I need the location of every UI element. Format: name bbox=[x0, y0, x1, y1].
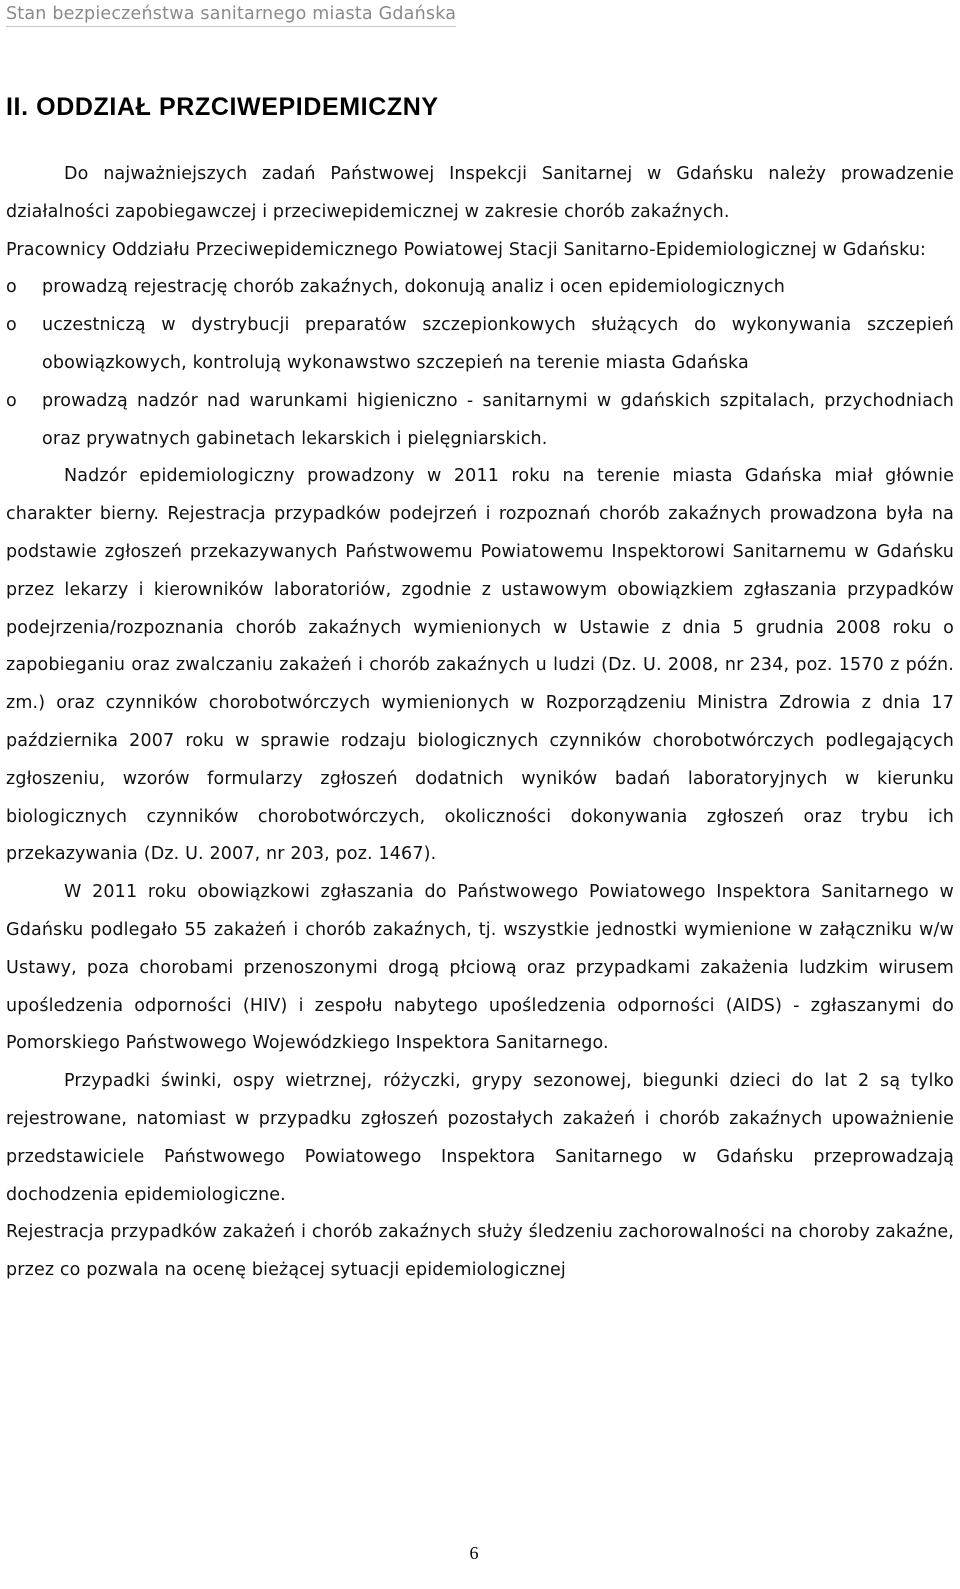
page-number: 6 bbox=[469, 1543, 479, 1563]
list-item-text: uczestniczą w dystrybucji preparatów szczepionkowych służących do wykonywania szczepień obowiązkowych, kontrolują wykonawstwo szczepień na terenie miasta Gdańska bbox=[42, 315, 954, 373]
list-item bbox=[6, 307, 954, 383]
bullet-marker: o bbox=[6, 390, 17, 411]
paragraph-staff-intro: Pracownicy Oddziału Przeciwepidemicznego Powiatowej Stacji Sanitarno-Epidemiologicznej w Gdańsku: bbox=[6, 239, 927, 260]
list-item-text: prowadzą rejestrację chorób zakaźnych, dokonują analiz i ocen epidemiologicznych bbox=[42, 277, 785, 298]
paragraph-surveillance: Nadzór epidemiologiczny prowadzony w 2011 roku na terenie miasta Gdańska miał głównie charakter bierny. Rejestracja przypadków podejrzeń i rozpoznań chorób zakaźnych prowadzona była na podstawie zgłoszeń przekazywanych Państwowemu Powiatowemu Inspektorowi Sanitarnemu w Gdańsku przez lekarzy i kierowników laboratoriów, zgodnie z ustawowym obowiązkiem zgłaszania przypadków podejrzenia/rozpoznania chorób zakaźnych wymienionych w Ustawie z dnia 5 grudnia 2008 roku o zapobieganiu oraz zwalczaniu zakażeń i chorób zakaźnych u ludzi (Dz. U. 2008, nr 234, poz. 1570 z późn. zm.) oraz czynników chorobotwórczych wymienionych w Rozporządzeniu Ministra Zdrowia z dnia 17 października 2007 roku w sprawie rodzaju biologicznych czynników chorobotwórczych podlegających zgłoszeniu, wzorów formularzy zgłoszeń dodatnich wyników badań laboratoryjnych w kierunku biologicznych czynników chorobotwórczych, okoliczności dokonywania zgłoszeń oraz trybu ich przekazywania (Dz. U. 2007, nr 203, poz. 1467). bbox=[6, 466, 954, 865]
bullet-marker: o bbox=[6, 277, 17, 298]
list-item bbox=[6, 383, 954, 459]
paragraph-reporting-2011: W 2011 roku obowiązkowi zgłaszania do Państwowego Powiatowego Inspektora Sanitarnego w Gdańsku podlegało 55 zakażeń i chorób zakaźnych, tj. wszystkie jednostki wymienione w załączniku w/w Ustawy, poza chorobami przenoszonymi drogą płciową oraz przypadkami zakażenia ludzkim wirusem upośledzenia odporności (HIV) i zespołu nabytego upośledzenia odporności (AIDS) - zgłaszanymi do Pomorskiego Państwowego Wojewódzkiego Inspektora Sanitarnego. bbox=[6, 882, 954, 1054]
bullet-marker: o bbox=[6, 315, 17, 336]
section-title: II. ODDZIAŁ PRZCIWEPIDEMICZNY bbox=[6, 93, 439, 121]
duties-list bbox=[6, 269, 954, 458]
paragraph-intro: Do najważniejszych zadań Państwowej Inspekcji Sanitarnej w Gdańsku należy prowadzenie działalności zapobiegawczej i przeciwepidemicznej w zakresie chorób zakaźnych. bbox=[6, 164, 954, 222]
paragraph-registration-only: Przypadki świnki, ospy wietrznej, różyczki, grypy sezonowej, biegunki dzieci do lat 2 są tylko rejestrowane, natomiast w przypadku zgłoszeń pozostałych zakażeń i chorób zakaźnych upoważnienie przedstawiciele Państwowego Powiatowego Inspektora Sanitarnego w Gdańsku przeprowadzają dochodzenia epidemiologiczne. bbox=[6, 1071, 954, 1205]
paragraph-registration-purpose: Rejestracja przypadków zakażeń i chorób zakaźnych służy śledzeniu zachorowalności na choroby zakaźne, przez co pozwala na ocenę bieżącej sytuacji epidemiologicznej bbox=[6, 1222, 954, 1281]
document-body bbox=[6, 156, 954, 1290]
list-item bbox=[6, 269, 954, 307]
running-header: Stan bezpieczeństwa sanitarnego miasta Gdańska bbox=[6, 4, 456, 27]
list-item-text: prowadzą nadzór nad warunkami higieniczno - sanitarnymi w gdańskich szpitalach, przychodniach oraz prywatnych gabinetach lekarskich i pielęgniarskich. bbox=[42, 390, 954, 449]
